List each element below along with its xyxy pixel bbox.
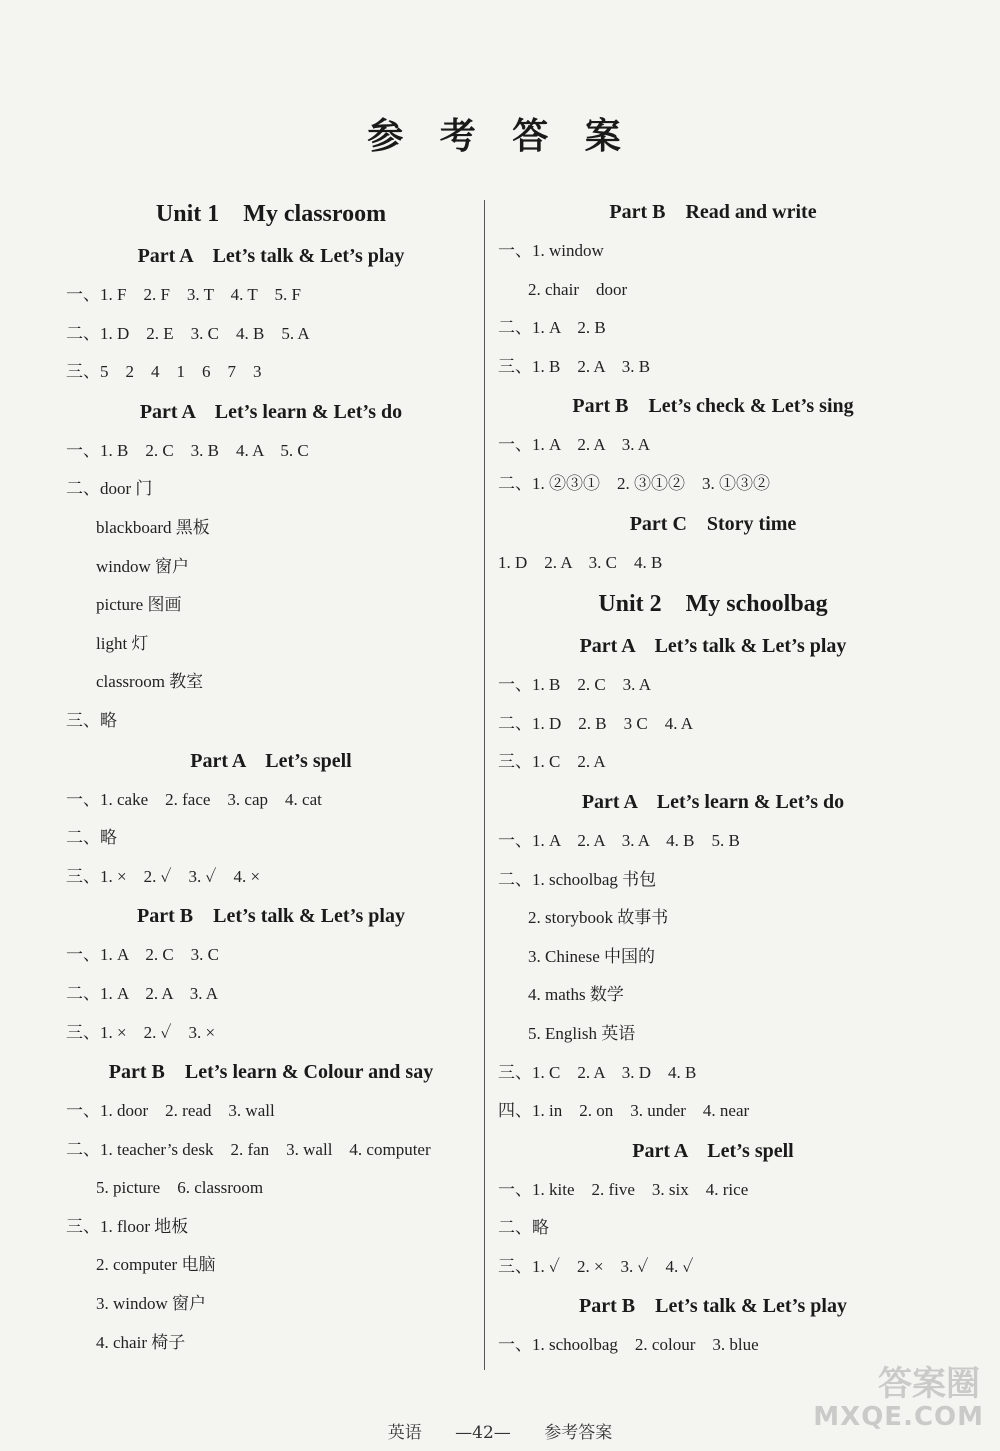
section-heading: Part A Let’s spell bbox=[632, 1139, 794, 1162]
answer-line: 二、1. schoolbag 书包 bbox=[498, 869, 657, 889]
watermark-cn: 答案圈 bbox=[878, 1364, 980, 1404]
answer-line: 5. English 英语 bbox=[528, 1023, 636, 1043]
page-title: 参 考 答 案 bbox=[367, 115, 633, 157]
answer-line: 一、1. schoolbag 2. colour 3. blue bbox=[498, 1335, 759, 1355]
section-heading: Part B Read and write bbox=[609, 201, 817, 223]
answer-line: 二、1. D 2. B 3 C 4. A bbox=[498, 713, 694, 733]
footer-page-number: —42— bbox=[455, 1423, 511, 1443]
unit-heading: Unit 1 My classroom bbox=[155, 201, 387, 227]
answer-line: 二、1. ②③① 2. ③①② 3. ①③② bbox=[498, 473, 770, 493]
answer-line: 二、1. teacher’s desk 2. fan 3. wall 4. computer bbox=[66, 1139, 431, 1159]
section-heading: Part A Let’s learn & Let’s do bbox=[581, 790, 845, 813]
answer-line: 5. picture 6. classroom bbox=[96, 1178, 264, 1198]
section-heading: Part A Let’s talk & Let’s play bbox=[579, 635, 847, 658]
answer-line: 一、1. A 2. A 3. A bbox=[498, 435, 651, 455]
answer-line: 二、略 bbox=[66, 828, 117, 848]
watermark-en: MXQE.COM bbox=[813, 1402, 984, 1432]
answer-line: 三、略 bbox=[66, 710, 117, 730]
answer-line: 三、5 2 4 1 6 7 3 bbox=[66, 362, 262, 382]
answer-line: 二、1. A 2. A 3. A bbox=[66, 983, 219, 1003]
answer-line: 二、略 bbox=[498, 1218, 549, 1238]
answer-line: window 窗户 bbox=[96, 556, 190, 576]
unit-heading: Unit 2 My schoolbag bbox=[598, 591, 828, 618]
right-answer-column bbox=[498, 192, 928, 1365]
answer-line: 一、1. A 2. A 3. A 4. B 5. B bbox=[498, 830, 740, 850]
answer-line: 4. maths 数学 bbox=[528, 985, 624, 1005]
answer-line: 一、1. B 2. C 3. A bbox=[498, 675, 652, 695]
answer-line: 4. chair 椅子 bbox=[96, 1332, 186, 1352]
answer-line: picture 图画 bbox=[96, 595, 182, 615]
answer-line: 3. Chinese 中国的 bbox=[528, 946, 656, 966]
answer-line: 二、door 门 bbox=[66, 479, 153, 499]
section-heading: Part B Let’s talk & Let’s play bbox=[137, 905, 405, 928]
answer-line: blackboard 黑板 bbox=[96, 517, 210, 537]
answer-line: 2. chair door bbox=[528, 279, 628, 299]
answer-line: 2. computer 电脑 bbox=[96, 1255, 216, 1275]
section-heading: Part A Let’s learn & Let’s do bbox=[139, 400, 403, 423]
answer-line: 三、1. B 2. A 3. B bbox=[498, 356, 651, 376]
footer-label: 参考答案 bbox=[544, 1423, 613, 1443]
left-answer-column bbox=[66, 192, 476, 1362]
answer-line: 一、1. A 2. C 3. C bbox=[66, 945, 220, 965]
answer-line: 一、1. window bbox=[498, 241, 604, 260]
answer-line: 一、1. cake 2. face 3. cap 4. cat bbox=[66, 789, 322, 809]
answer-line: 一、1. F 2. F 3. T 4. T 5. F bbox=[66, 285, 301, 304]
section-heading: Part B Let’s talk & Let’s play bbox=[579, 1295, 847, 1318]
answer-line: light 灯 bbox=[96, 633, 149, 653]
answer-line: 三、1. ✓ 2. × 3. ✓ 4. ✓ bbox=[498, 1256, 694, 1276]
section-heading: Part A Let’s talk & Let’s play bbox=[137, 245, 405, 267]
section-heading: Part C Story time bbox=[629, 512, 797, 535]
answer-line: 三、1. × 2. ✓ 3. × bbox=[66, 1022, 216, 1042]
answer-line: 一、1. kite 2. five 3. six 4. rice bbox=[498, 1179, 749, 1199]
answer-line: classroom 教室 bbox=[96, 672, 204, 692]
answer-line: 三、1. C 2. A bbox=[498, 752, 606, 772]
answer-line: 二、1. A 2. B bbox=[498, 318, 606, 338]
answer-line: 四、1. in 2. on 3. under 4. near bbox=[498, 1101, 750, 1121]
answer-line: 一、1. B 2. C 3. B 4. A 5. C bbox=[66, 440, 309, 460]
answer-line: 3. window 窗户 bbox=[96, 1294, 207, 1314]
footer-subject: 英语 bbox=[387, 1423, 422, 1443]
answer-line: 三、1. C 2. A 3. D 4. B bbox=[498, 1062, 697, 1082]
section-heading: Part B Let’s learn & Colour and say bbox=[108, 1061, 434, 1084]
answer-line: 三、1. × 2. ✓ 3. ✓ 4. × bbox=[66, 866, 261, 886]
answer-line: 1. D 2. A 3. C 4. B bbox=[498, 552, 663, 572]
answer-line: 三、1. floor 地板 bbox=[66, 1216, 189, 1236]
column-divider bbox=[484, 200, 485, 1370]
answer-line: 一、1. door 2. read 3. wall bbox=[66, 1101, 275, 1121]
section-heading: Part B Let’s check & Let’s sing bbox=[572, 395, 854, 418]
answer-line: 二、1. D 2. E 3. C 4. B 5. A bbox=[66, 323, 310, 343]
section-heading: Part A Let’s spell bbox=[190, 749, 352, 772]
answer-line: 2. storybook 故事书 bbox=[528, 908, 669, 928]
watermark-logo bbox=[813, 1356, 992, 1436]
